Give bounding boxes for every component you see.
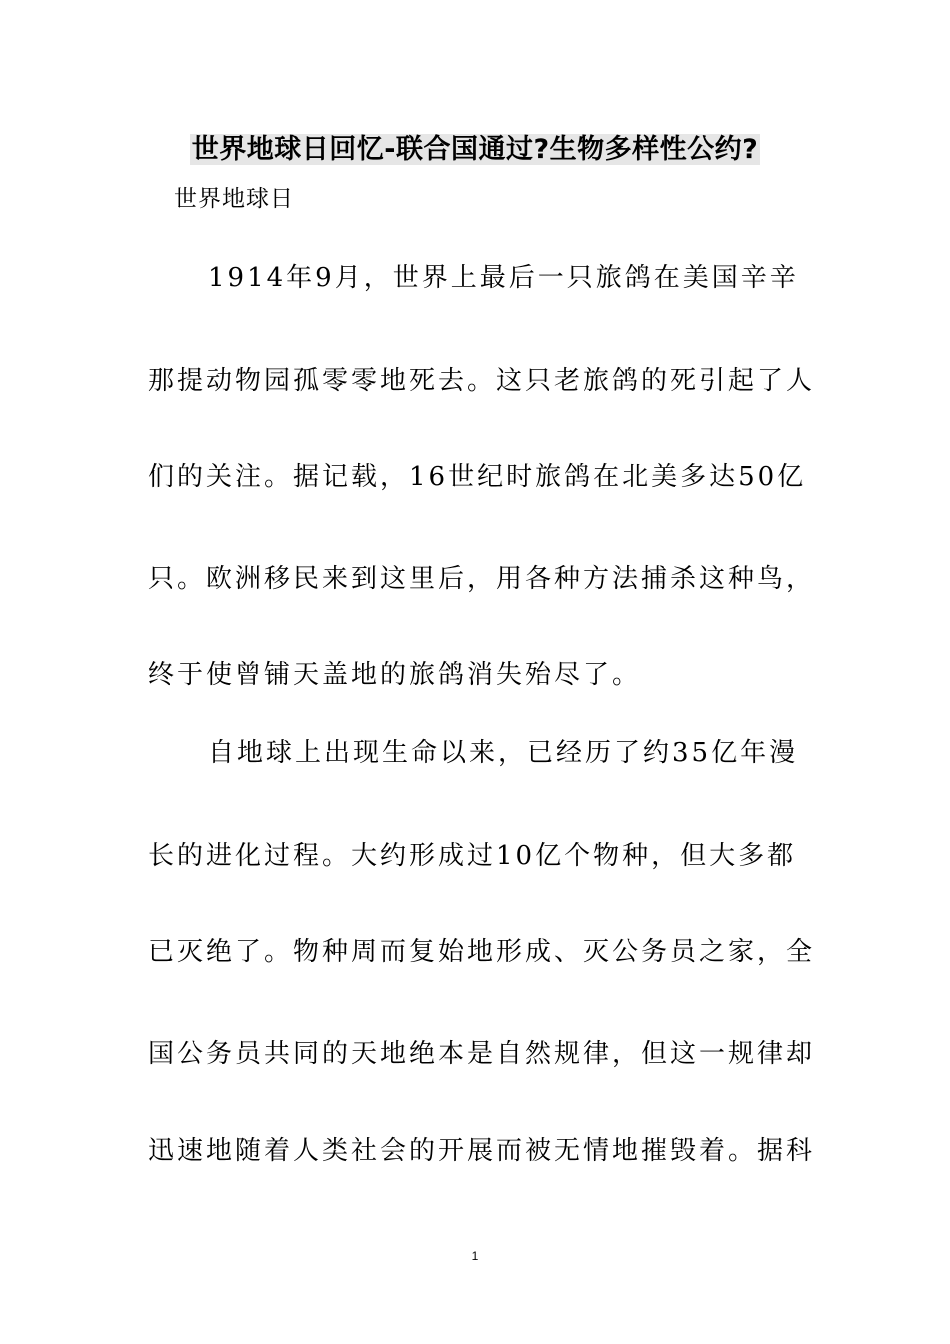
page-number: 1 [471, 1249, 479, 1263]
document-title-text: 世界地球日回忆-联合国通过?生物多样性公约? [191, 134, 759, 165]
paragraph-1-line-5: 终于使曾铺天盖地的旅鸽消失殆尽了。 [148, 660, 642, 690]
paragraph-2-line-4: 国公务员共同的天地绝本是自然规律，但这一规律却 [148, 1039, 816, 1069]
document-title [0, 131, 950, 169]
paragraph-2-line-1: 自地球上出现生命以来，已经历了约35亿年漫 [208, 738, 799, 768]
paragraph-2-line-5: 迅速地随着人类社会的开展而被无情地摧毁着。据科 [148, 1136, 816, 1166]
paragraph-2-line-2: 长的进化过程。大约形成过10亿个物种，但大多都 [148, 841, 797, 871]
paragraph-1-line-1: 1914年9月，世界上最后一只旅鸽在美国辛辛 [208, 263, 799, 293]
paragraph-1-line-2: 那提动物园孤零零地死去。这只老旅鸽的死引起了人 [148, 366, 816, 396]
paragraph-2-line-3: 已灭绝了。物种周而复始地形成、灭公务员之家，全 [148, 937, 816, 967]
document-subtitle: 世界地球日 [174, 186, 294, 212]
paragraph-1-line-3: 们的关注。据记载，16世纪时旅鸽在北美多达50亿 [148, 462, 807, 492]
paragraph-1-line-4: 只。欧洲移民来到这里后，用各种方法捕杀这种鸟， [148, 564, 816, 594]
